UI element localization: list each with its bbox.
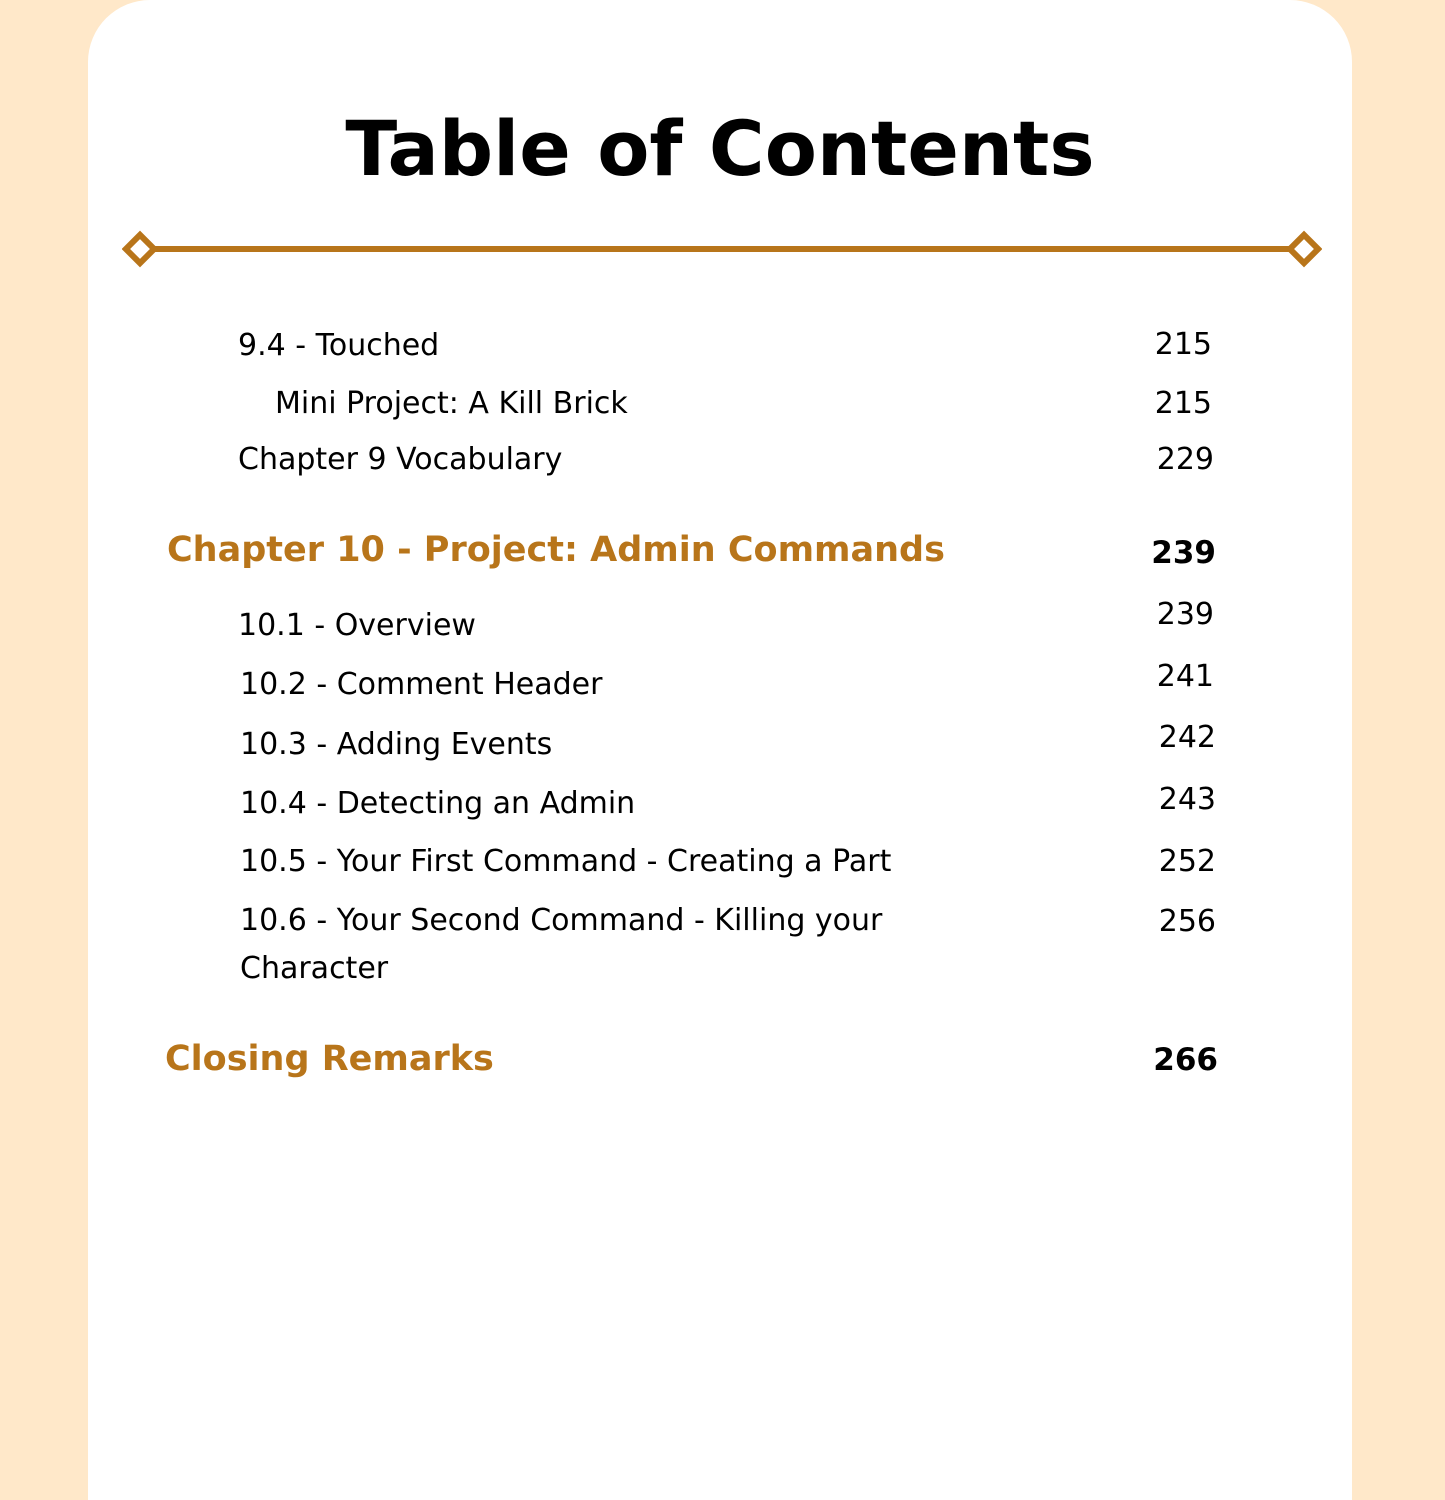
toc-page-9-4: 215 bbox=[1154, 327, 1212, 362]
toc-entry-mini-project[interactable]: Mini Project: A Kill Brick bbox=[275, 386, 628, 421]
ornamental-divider bbox=[122, 230, 1322, 270]
diamond-left-icon bbox=[126, 235, 154, 263]
toc-entry-10-4[interactable]: 10.4 - Detecting an Admin bbox=[240, 786, 636, 821]
toc-entry-closing-remarks[interactable]: Closing Remarks bbox=[165, 1039, 494, 1079]
toc-page-closing-remarks: 266 bbox=[1153, 1042, 1218, 1078]
toc-page-mini-project: 215 bbox=[1154, 386, 1212, 421]
toc-page-chapter-9-vocabulary: 229 bbox=[1156, 442, 1214, 477]
toc-entry-10-3[interactable]: 10.3 - Adding Events bbox=[240, 727, 553, 762]
toc-entry-10-6-line1: 10.6 - Your Second Command - Killing your bbox=[240, 903, 883, 938]
toc-page-10-5: 252 bbox=[1158, 844, 1216, 879]
toc-entry-chapter-9-vocabulary[interactable]: Chapter 9 Vocabulary bbox=[238, 442, 563, 477]
toc-page-10-2: 241 bbox=[1156, 659, 1214, 694]
toc-page-chapter-10: 239 bbox=[1151, 535, 1216, 571]
diamond-right-icon bbox=[1290, 235, 1318, 263]
toc-entry-9-4[interactable]: 9.4 - Touched bbox=[238, 328, 440, 363]
toc-page-10-4: 243 bbox=[1158, 782, 1216, 817]
toc-entry-10-6[interactable] bbox=[240, 897, 882, 993]
toc-page-10-1: 239 bbox=[1156, 597, 1214, 632]
toc-entry-10-1[interactable]: 10.1 - Overview bbox=[238, 608, 476, 643]
toc-page-10-3: 242 bbox=[1158, 720, 1216, 755]
toc-entry-10-5[interactable]: 10.5 - Your First Command - Creating a Part bbox=[240, 844, 892, 879]
page-title: Table of Contents bbox=[345, 104, 1095, 193]
toc-page-10-6: 256 bbox=[1158, 904, 1216, 939]
toc-entry-chapter-10[interactable]: Chapter 10 - Project: Admin Commands bbox=[167, 530, 945, 570]
toc-entry-10-2[interactable]: 10.2 - Comment Header bbox=[240, 667, 603, 702]
toc-entry-10-6-line2: Character bbox=[240, 951, 389, 986]
